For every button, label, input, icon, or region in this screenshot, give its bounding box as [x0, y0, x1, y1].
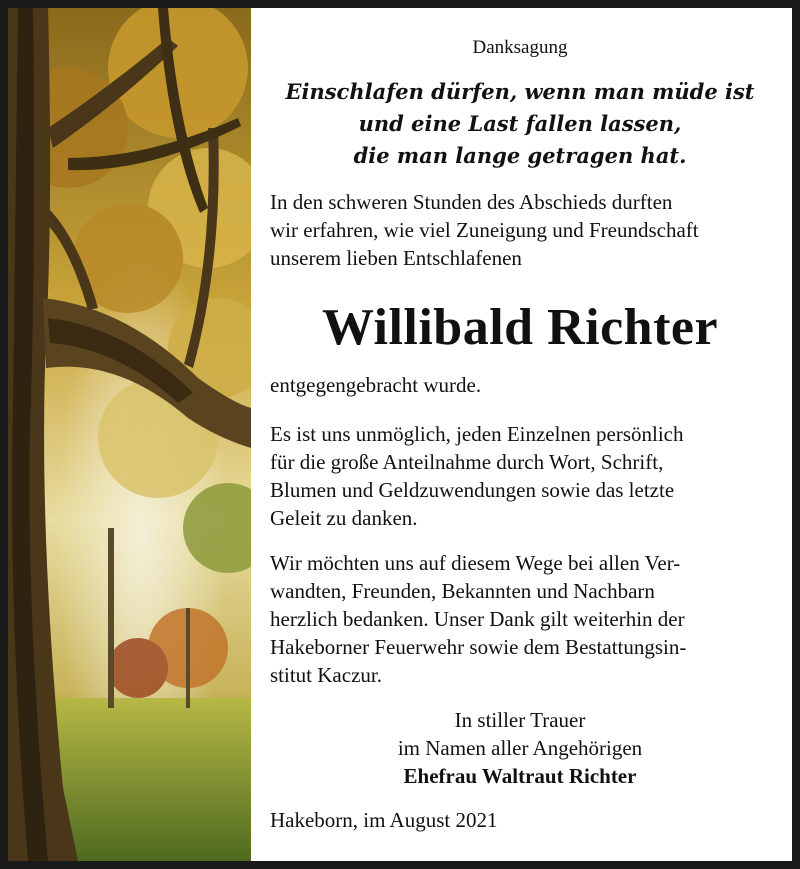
- motto-line-2: und eine Last fallen lassen,: [358, 111, 682, 136]
- autumn-tree-photo: [8, 8, 251, 861]
- paragraph3-line-5: stitut Kaczur.: [270, 663, 382, 687]
- paragraph3-line-2: wandten, Freunden, Bekannten und Nachbarn: [270, 579, 655, 603]
- signature-line-2: im Namen aller Angehörigen: [397, 736, 643, 760]
- place-date: Hakeborn, im August 2021: [270, 808, 498, 832]
- paragraph2-line-1: Es ist uns unmöglich, jeden Einzelnen persönlich: [270, 422, 684, 446]
- signature-line-1: In stiller Trauer: [454, 708, 586, 732]
- paragraph2-line-3: Blumen und Geldzuwendungen sowie das letzte: [270, 478, 675, 502]
- deceased-name: Willibald Richter: [321, 299, 719, 356]
- after-name-line: entgegengebracht wurde.: [270, 373, 482, 397]
- motto-line-1: Einschlafen dürfen, wenn man müde ist: [285, 79, 755, 104]
- paragraph3-line-4: Hakeborner Feuerwehr sowie dem Bestattungsin-: [270, 635, 687, 659]
- intro-line-2: wir erfahren, wie viel Zuneigung und Freundschaft: [270, 218, 699, 242]
- paragraph3-line-3: herzlich bedanken. Unser Dank gilt weiterhin der: [270, 607, 685, 631]
- signature-line-3: Ehefrau Waltraut Richter: [403, 764, 637, 788]
- paragraph2-line-4: Geleit zu danken.: [270, 506, 418, 530]
- intro-line-3: unserem lieben Entschlafenen: [270, 246, 522, 270]
- heading: Danksagung: [472, 37, 568, 58]
- notice-text: [270, 8, 770, 861]
- notice-frame: [8, 8, 792, 861]
- paragraph3-line-1: Wir möchten uns auf diesem Wege bei allen Ver-: [270, 551, 681, 575]
- motto-line-3: die man lange getragen hat.: [353, 143, 687, 168]
- paragraph2-line-2: für die große Anteilnahme durch Wort, Schrift,: [270, 450, 664, 474]
- intro-line-1: In den schweren Stunden des Abschieds durften: [270, 190, 673, 214]
